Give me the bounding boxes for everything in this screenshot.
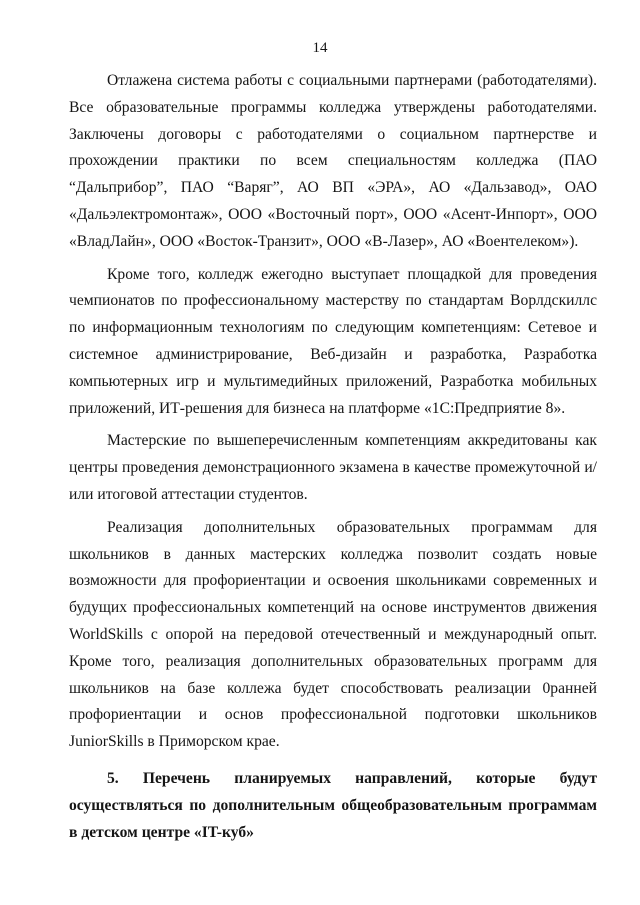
paragraph-championships: Кроме того, колледж ежегодно выступает площадкой для проведения чемпионатов по профессиональному мастерству по стандартам Ворлдскиллс по информационным технологиям по следующим компетенциям: Сетевое и системное администрирование, Веб-дизайн и разработка, Разработка компьютерных игр и мультимедийных приложений, Разработка мобильных приложений, ИТ-решения для бизнеса на платформе «1С:Предприятие 8». xyxy=(69,265,597,417)
page-number: 14 xyxy=(312,40,328,56)
paragraph-workshops-accreditation: Мастерские по вышеперечисленным компетенциям аккредитованы как центры проведения демонстрационного экзамена в качестве промежуточной и/или итоговой аттестации студентов. xyxy=(69,432,597,503)
page-body xyxy=(69,68,597,846)
paragraph-social-partners: Отлажена система работы с социальными партнерами (работодателями). Все образовательные программы колледжа утверждены работодателями. Заключены договоры с работодателями о социальном партнерстве и прохождении практики по всем специальностям колледжа (ПАО “Дальприбор”, ПАО “Варяг”, АО ВП «ЭРА», АО «Дальзавод», ОАО «Дальэлектромонтаж», ООО «Восточный порт», ООО «Асент-Инпорт», ООО «ВладЛайн», ООО «Восток-Транзит», ООО «В-Лазер», АО «Воентелеком»). xyxy=(69,72,597,250)
section-heading: 5. Перечень планируемых направлений, которые будут осуществляться по дополнительным общеобразовательным программам в детском центре «IT-куб» xyxy=(69,769,597,841)
paragraph-school-programs: Реализация дополнительных образовательных программам для школьников в данных мастерских колледжа позволит создать новые возможности для профориентации и освоения школьниками современных и будущих профессиональных компетенций на основе инструментов движения WorldSkills с опорой на передовой отечественный и международный опыт. Кроме того, реализация дополнительных образовательных программ для школьников на базе коллежа будет способствовать реализации 0ранней профориентации и основ профессиональной подготовки школьников JuniorSkills в Приморском крае. xyxy=(69,518,597,751)
